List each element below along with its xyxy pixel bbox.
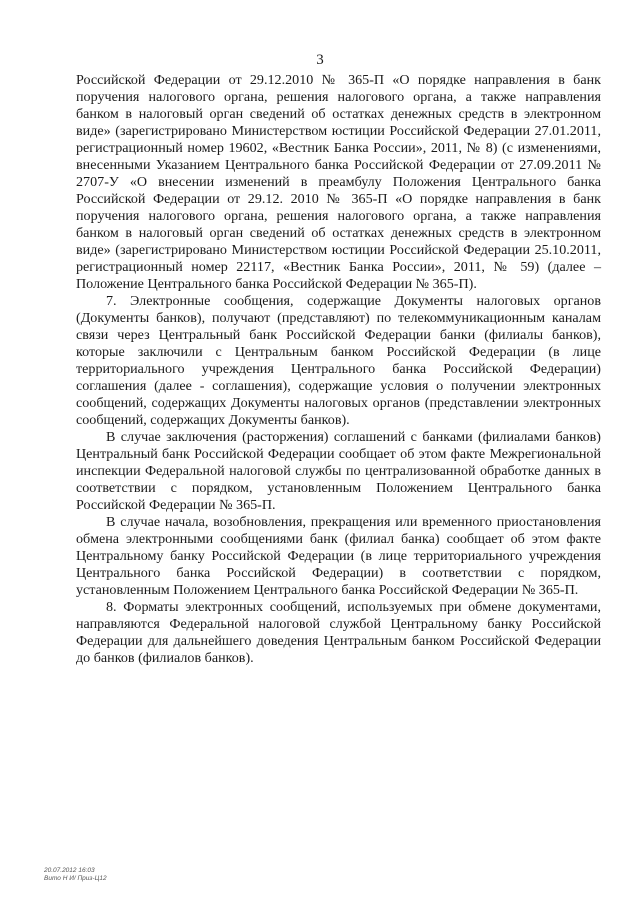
document-body	[76, 72, 601, 667]
footer-author: Вито Н И/ Приз-Ц12	[44, 875, 107, 882]
paragraph-agreements: В случае заключения (расторжения) соглашений с банками (филиалами банков) Центральный банк Российской Федерации сообщает об этом факте Межрегиональной инспекции Федеральной налоговой службы по централизованной обработке данных в соответствии с порядком, установленным Положением Центрального банка Российской Федерации № 365-П.	[76, 429, 601, 513]
footer-stamp	[44, 867, 107, 883]
paragraph-item-7: 7. Электронные сообщения, содержащие Документы налоговых органов (Документы банков), получают (представляют) по телекоммуникационным каналам связи через Центральный банк Российской Федерации банки (филиалы банков), которые заключили с Центральным банком Российской Федерации (в лице территориального учреждения Центрального банка Российской Федерации) соглашения (далее - соглашения), содержащие условия о получении электронных сообщений, содержащих Документы налоговых органов (представлении электронных сообщений, содержащих Документы банков).	[76, 293, 601, 428]
paragraph-exchange-start: В случае начала, возобновления, прекращения или временного приостановления обмена электронными сообщениями банк (филиал банка) сообщает об этом факте Центральному банку Российской Федерации (в лице территориального учреждения Центрального банка Российской Федерации) в соответствии с порядком, установленным Положением Центрального банка Российской Федерации № 365-П.	[76, 514, 601, 598]
footer-timestamp: 20.07.2012 16:03	[44, 867, 95, 874]
page-number: 3	[316, 52, 324, 68]
paragraph-continuation: Российской Федерации от 29.12.2010 № 365-П «О порядке направления в банк поручения налогового органа, решения налогового органа, а также направления банком в налоговый орган сведений об остатках денежных средств в электронном виде» (зарегистрировано Министерством юстиции Российской Федерации 27.01.2011, регистрационный номер 19602, «Вестник Банка России», 2011, № 8) (с изменениями, внесенными Указанием Центрального банка Российской Федерации от 27.09.2011 № 2707-У «О внесении изменений в преамбулу Положения Центрального банка Российской Федерации от 29.12. 2010 № 365-П «О порядке направления в банк поручения налогового органа, решения налогового органа, а также направления банком в налоговый орган сведений об остатках денежных средств в электронном виде» (зарегистрировано Министерством юстиции Российской Федерации 25.10.2011, регистрационный номер 22117, «Вестник Банка России», 2011, № 59) (далее – Положение Центрального банка Российской Федерации № 365-П).	[76, 72, 601, 292]
paragraph-item-8: 8. Форматы электронных сообщений, используемых при обмене документами, направляются Федеральной налоговой службой Центральному банку Российской Федерации для дальнейшего доведения Центральным банком Российской Федерации до банков (филиалов банков).	[76, 599, 601, 666]
